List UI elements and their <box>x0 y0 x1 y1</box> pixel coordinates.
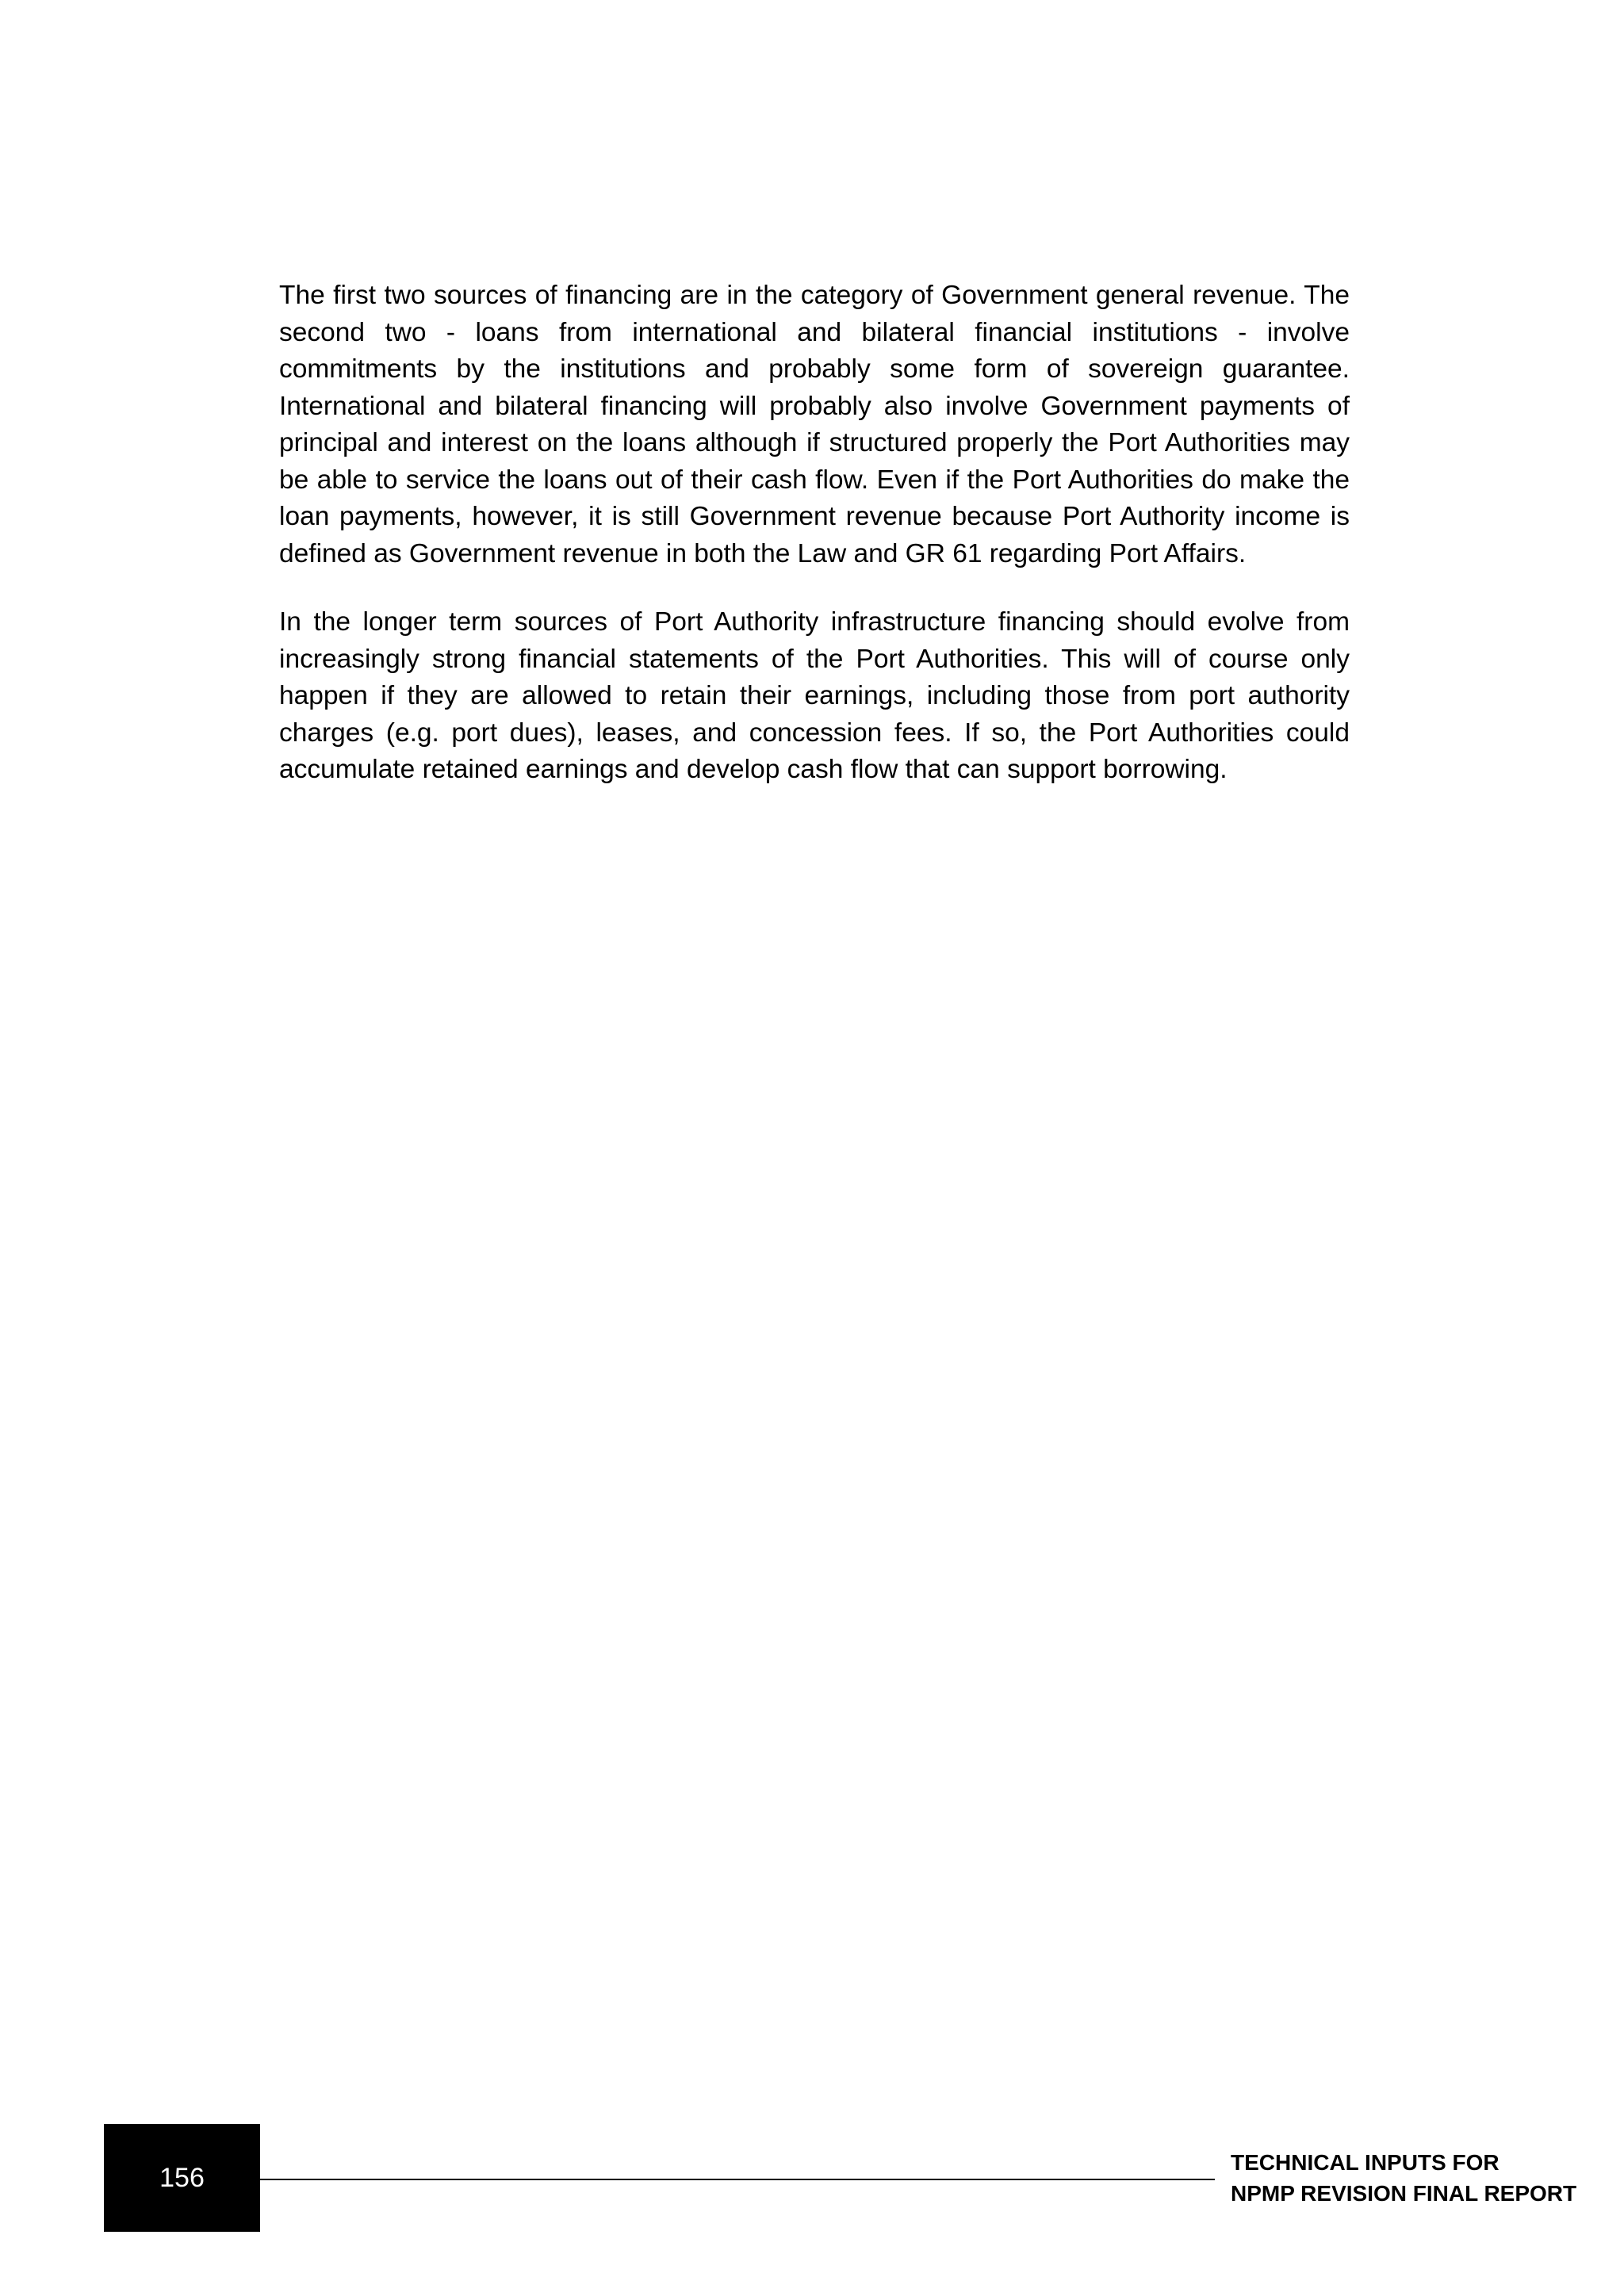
page-number: 156 <box>159 2162 205 2193</box>
footer-title-line-1: TECHNICAL INPUTS FOR <box>1231 2150 1500 2175</box>
footer-report-title <box>1231 2147 1603 2209</box>
paragraph-longer-term-financing: In the longer term sources of Port Authority infrastructure financing should evolve from increasingly strong financial statements of the Port Authorities. This will of course only happen if they are allowed to retain their earnings, including those from port authority charges (e.g. port dues), leases, and concession fees. If so, the Port Authorities could accumulate retained earnings and develop cash flow that can support borrowing. <box>279 607 1350 784</box>
body-text <box>279 277 1350 789</box>
footer-divider <box>260 2179 1215 2180</box>
page-number-box <box>104 2124 260 2232</box>
footer-title-line-2: NPMP REVISION FINAL REPORT <box>1231 2181 1577 2206</box>
paragraph-financing-sources: The first two sources of financing are in the category of Government general revenue. The second two - loans from international and bilateral financial institutions - involve commitments by the institutions and probably some form of sovereign guarantee. International and bilateral financing will probably also involve Government payments of principal and interest on the loans although if structured properly the Port Authorities may be able to service the loans out of their cash flow. Even if the Port Authorities do make the loan payments, however, it is still Government revenue because Port Authority income is defined as Government revenue in both the Law and GR 61 regarding Port Affairs. <box>279 281 1350 568</box>
